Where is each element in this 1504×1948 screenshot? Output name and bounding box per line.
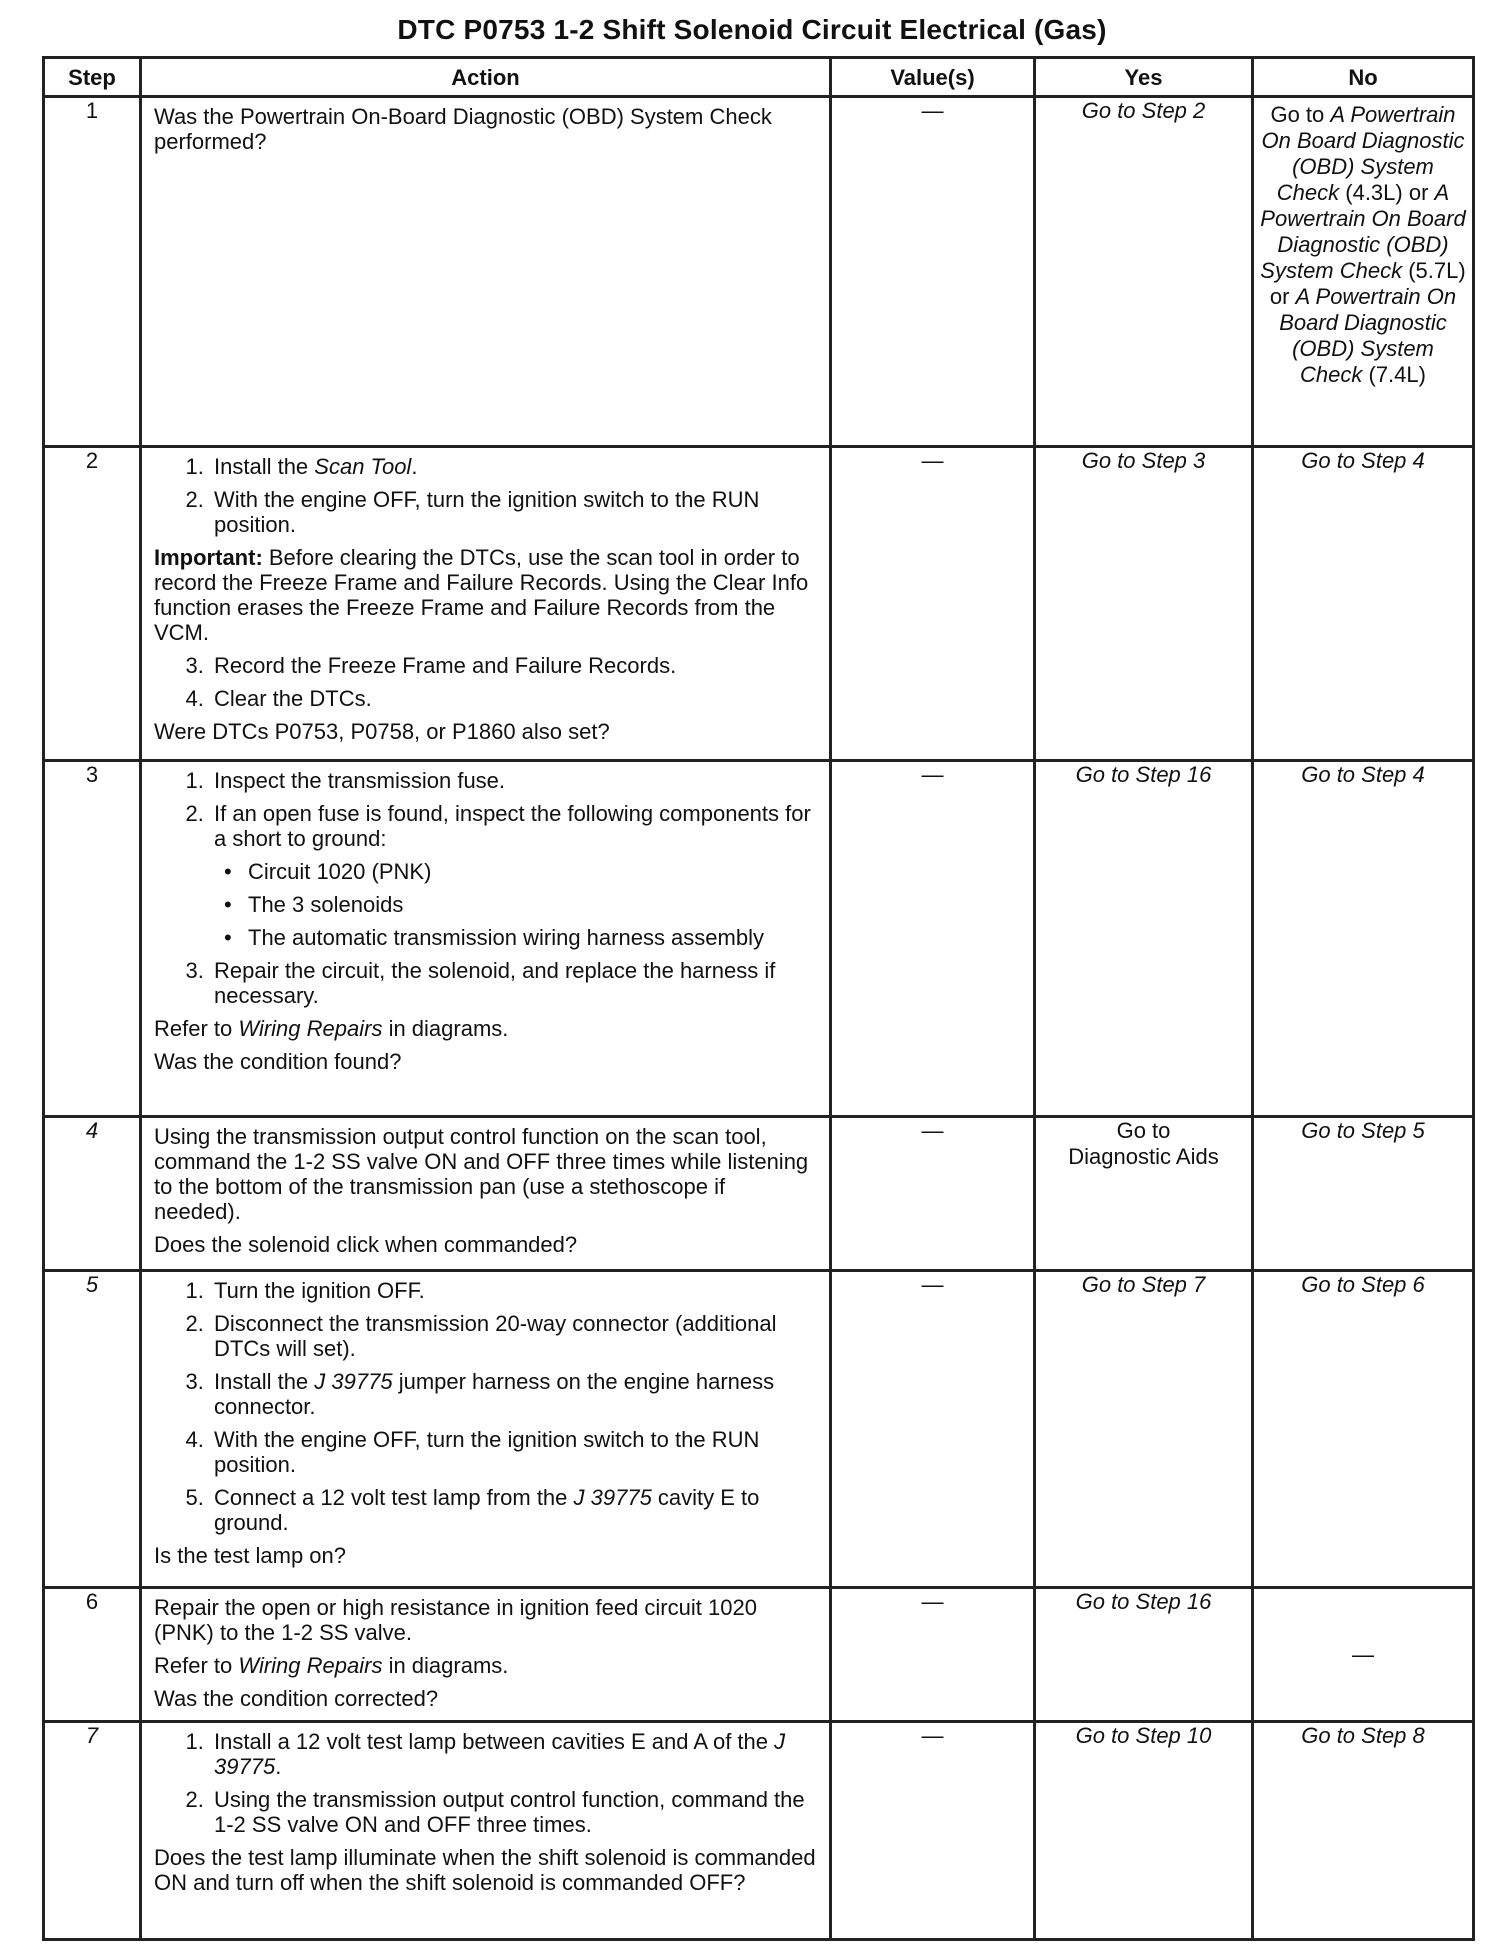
- value-dash: —: [921, 1723, 944, 1748]
- no-dash: —: [1352, 1642, 1374, 1667]
- action-step: [210, 1369, 817, 1419]
- table-row: [44, 1117, 1474, 1271]
- value-dash: —: [921, 1118, 944, 1143]
- no-cell: [1253, 761, 1474, 1117]
- yes-cell: [1035, 1117, 1253, 1271]
- action-cell: [141, 1722, 831, 1940]
- action-step-text: cavity E to ground.: [214, 1485, 760, 1535]
- no-link[interactable]: [1254, 98, 1472, 388]
- component-list: [214, 859, 817, 950]
- yes-cell: [1035, 761, 1253, 1117]
- reference-text: Refer to: [154, 1016, 239, 1041]
- action-step-text: Install the: [214, 1369, 315, 1394]
- reference-text: in diagrams.: [382, 1016, 509, 1041]
- action-cell: [141, 1271, 831, 1588]
- yes-link-text: Diagnostic Aids: [1068, 1144, 1219, 1169]
- action-step-text: Connect a 12 volt test lamp from the: [214, 1485, 574, 1510]
- action-steps: [154, 454, 817, 537]
- yes-link[interactable]: Go to Step 10: [1075, 1723, 1212, 1748]
- value-dash: —: [921, 762, 944, 787]
- action-step-text: If an open fuse is found, inspect the following components for a short to ground:: [214, 801, 811, 851]
- action-step: [210, 1729, 817, 1779]
- reference-link[interactable]: Wiring Repairs: [238, 1653, 383, 1678]
- important-text: Before clearing the DTCs, use the scan tool in order to record the Freeze Frame and Failure Records. Using the Clear Info function erases the Freeze Frame and Failure Records from the VCM.: [154, 545, 809, 645]
- step-number: 6: [85, 1589, 99, 1614]
- yes-link[interactable]: Go to Step 16: [1075, 762, 1212, 787]
- value-cell: [831, 1722, 1035, 1940]
- action-steps: [154, 1729, 817, 1837]
- yes-cell: [1035, 97, 1253, 447]
- value-dash: —: [921, 98, 944, 123]
- component-item: • The 3 solenoids: [244, 892, 817, 917]
- step-number-cell: [44, 1722, 141, 1940]
- header-action: Action: [141, 58, 831, 97]
- action-step-text: .: [275, 1754, 282, 1779]
- reference-text: in diagrams.: [382, 1653, 509, 1678]
- step-number: 3: [85, 762, 99, 787]
- no-link[interactable]: Go to Step 4: [1301, 448, 1425, 473]
- action-question: Is the test lamp on?: [154, 1543, 346, 1568]
- action-question: Were DTCs P0753, P0758, or P1860 also set?: [154, 719, 610, 744]
- action-cell: [141, 761, 831, 1117]
- action-step: 3. Repair the circuit, the solenoid, and replace the harness if necessary.: [210, 958, 817, 1008]
- yes-link[interactable]: Go to Step 16: [1075, 1589, 1212, 1614]
- no-text-check-1: A Powertrain On Board Diagnostic (OBD) System Check: [1261, 102, 1465, 205]
- action-step-text: jumper harness on the engine harness connector.: [214, 1369, 775, 1419]
- no-text-engine-3: (7.4L): [1362, 362, 1426, 387]
- no-link[interactable]: Go to Step 8: [1301, 1723, 1425, 1748]
- reference-note: [154, 1653, 817, 1678]
- table-row: [44, 1271, 1474, 1588]
- action-question: Does the test lamp illuminate when the shift solenoid is commanded ON and turn off when the shift solenoid is commanded OFF?: [154, 1845, 816, 1895]
- action-step-text: .: [411, 454, 418, 479]
- no-cell: [1253, 447, 1474, 761]
- step-number-cell: [44, 97, 141, 447]
- reference-text: Refer to: [154, 1653, 239, 1678]
- yes-link[interactable]: Go to Step 7: [1081, 1272, 1206, 1297]
- action-step: 2. With the engine OFF, turn the ignition switch to the RUN position.: [210, 487, 817, 537]
- yes-link-text: Go to: [1116, 1118, 1171, 1143]
- no-cell: [1253, 1588, 1474, 1722]
- yes-cell: [1035, 447, 1253, 761]
- important-label: Important:: [154, 545, 263, 570]
- step-number-cell: [44, 1588, 141, 1722]
- value-cell: [831, 97, 1035, 447]
- yes-cell: [1035, 1722, 1253, 1940]
- yes-link[interactable]: [1036, 1118, 1251, 1170]
- no-text-engine-1: (4.3L) or: [1339, 180, 1435, 205]
- step-number-cell: [44, 1117, 141, 1271]
- yes-cell: [1035, 1588, 1253, 1722]
- value-cell: [831, 1588, 1035, 1722]
- step-number-cell: [44, 761, 141, 1117]
- header-yes: Yes: [1035, 58, 1253, 97]
- action-step: [210, 1485, 817, 1535]
- action-steps: [154, 1278, 817, 1535]
- action-step: [210, 801, 817, 950]
- action-step: 4. With the engine OFF, turn the ignition switch to the RUN position.: [210, 1427, 817, 1477]
- action-question: Does the solenoid click when commanded?: [154, 1232, 578, 1257]
- step-number-cell: [44, 1271, 141, 1588]
- no-cell: [1253, 97, 1474, 447]
- value-dash: —: [921, 1589, 944, 1614]
- table-header-row: [44, 58, 1474, 97]
- action-step: 1. Inspect the transmission fuse.: [210, 768, 817, 793]
- action-step: 2. Disconnect the transmission 20-way connector (additional DTCs will set).: [210, 1311, 817, 1361]
- action-instruction: Repair the open or high resistance in ignition feed circuit 1020 (PNK) to the 1-2 SS valve.: [154, 1595, 757, 1645]
- tool-name: Scan Tool: [314, 454, 412, 479]
- step-number: 7: [85, 1723, 99, 1748]
- tool-name: J 39775: [214, 1729, 786, 1779]
- step-number: 5: [85, 1272, 99, 1297]
- step-number: 1: [85, 98, 99, 123]
- value-cell: [831, 447, 1035, 761]
- value-cell: [831, 1271, 1035, 1588]
- tool-name: J 39775: [314, 1369, 393, 1394]
- no-cell: [1253, 1117, 1474, 1271]
- action-step: 4. Clear the DTCs.: [210, 686, 817, 711]
- action-step: 2. Using the transmission output control function, command the 1-2 SS valve ON and OFF three times.: [210, 1787, 817, 1837]
- yes-link[interactable]: Go to Step 2: [1081, 98, 1206, 123]
- value-cell: [831, 761, 1035, 1117]
- step-number: 4: [85, 1118, 99, 1143]
- action-cell: [141, 1117, 831, 1271]
- header-values: Value(s): [831, 58, 1035, 97]
- header-no: No: [1253, 58, 1474, 97]
- reference-note: [154, 1016, 817, 1041]
- no-text-check-3: A Powertrain On Board Diagnostic (OBD) System Check: [1279, 284, 1457, 387]
- action-step-text: Install a 12 volt test lamp between cavities E and A of the: [214, 1729, 775, 1754]
- action-cell: [141, 97, 831, 447]
- no-link[interactable]: Go to Step 4: [1301, 762, 1425, 787]
- table-row: [44, 1722, 1474, 1940]
- table-row: [44, 97, 1474, 447]
- action-instruction: Using the transmission output control function on the scan tool, command the 1-2 SS valve ON and OFF three times while listening to the bottom of the transmission pan (use a stethoscope if needed).: [154, 1124, 809, 1224]
- table-row: [44, 1588, 1474, 1722]
- action-question: Was the Powertrain On-Board Diagnostic (OBD) System Check performed?: [154, 104, 772, 154]
- action-step-text: Install the: [214, 454, 315, 479]
- action-step: 3. Record the Freeze Frame and Failure Records.: [210, 653, 817, 678]
- no-link[interactable]: Go to Step 6: [1301, 1272, 1425, 1297]
- action-step: [210, 454, 817, 479]
- action-question: Was the condition corrected?: [154, 1686, 439, 1711]
- component-item: • The automatic transmission wiring harness assembly: [244, 925, 817, 950]
- tool-name: J 39775: [573, 1485, 652, 1510]
- yes-link[interactable]: Go to Step 3: [1081, 448, 1206, 473]
- action-cell: [141, 1588, 831, 1722]
- no-link[interactable]: Go to Step 5: [1301, 1118, 1425, 1143]
- value-dash: —: [921, 448, 944, 473]
- no-cell: [1253, 1271, 1474, 1588]
- no-cell: [1253, 1722, 1474, 1940]
- action-steps: [154, 768, 817, 1008]
- no-text-goto: Go to: [1270, 102, 1331, 127]
- action-question: Was the condition found?: [154, 1049, 402, 1074]
- header-step: Step: [44, 58, 141, 97]
- action-cell: [141, 447, 831, 761]
- page-title: DTC P0753 1-2 Shift Solenoid Circuit Electrical (Gas): [397, 14, 1107, 45]
- component-item: • Circuit 1020 (PNK): [244, 859, 817, 884]
- important-note: [154, 545, 817, 645]
- step-number-cell: [44, 447, 141, 761]
- no-text-check-2: A Powertrain On Board Diagnostic (OBD) System Check: [1260, 180, 1466, 283]
- reference-link[interactable]: Wiring Repairs: [238, 1016, 383, 1041]
- table-row: [44, 761, 1474, 1117]
- action-step: 1. Turn the ignition OFF.: [210, 1278, 817, 1303]
- value-dash: —: [921, 1272, 944, 1297]
- table-row: [44, 447, 1474, 761]
- action-steps: [154, 653, 817, 711]
- value-cell: [831, 1117, 1035, 1271]
- no-text-engine-2: (5.7L) or: [1269, 258, 1466, 309]
- diagnostic-table: [42, 56, 1475, 1941]
- step-number: 2: [85, 448, 99, 473]
- yes-cell: [1035, 1271, 1253, 1588]
